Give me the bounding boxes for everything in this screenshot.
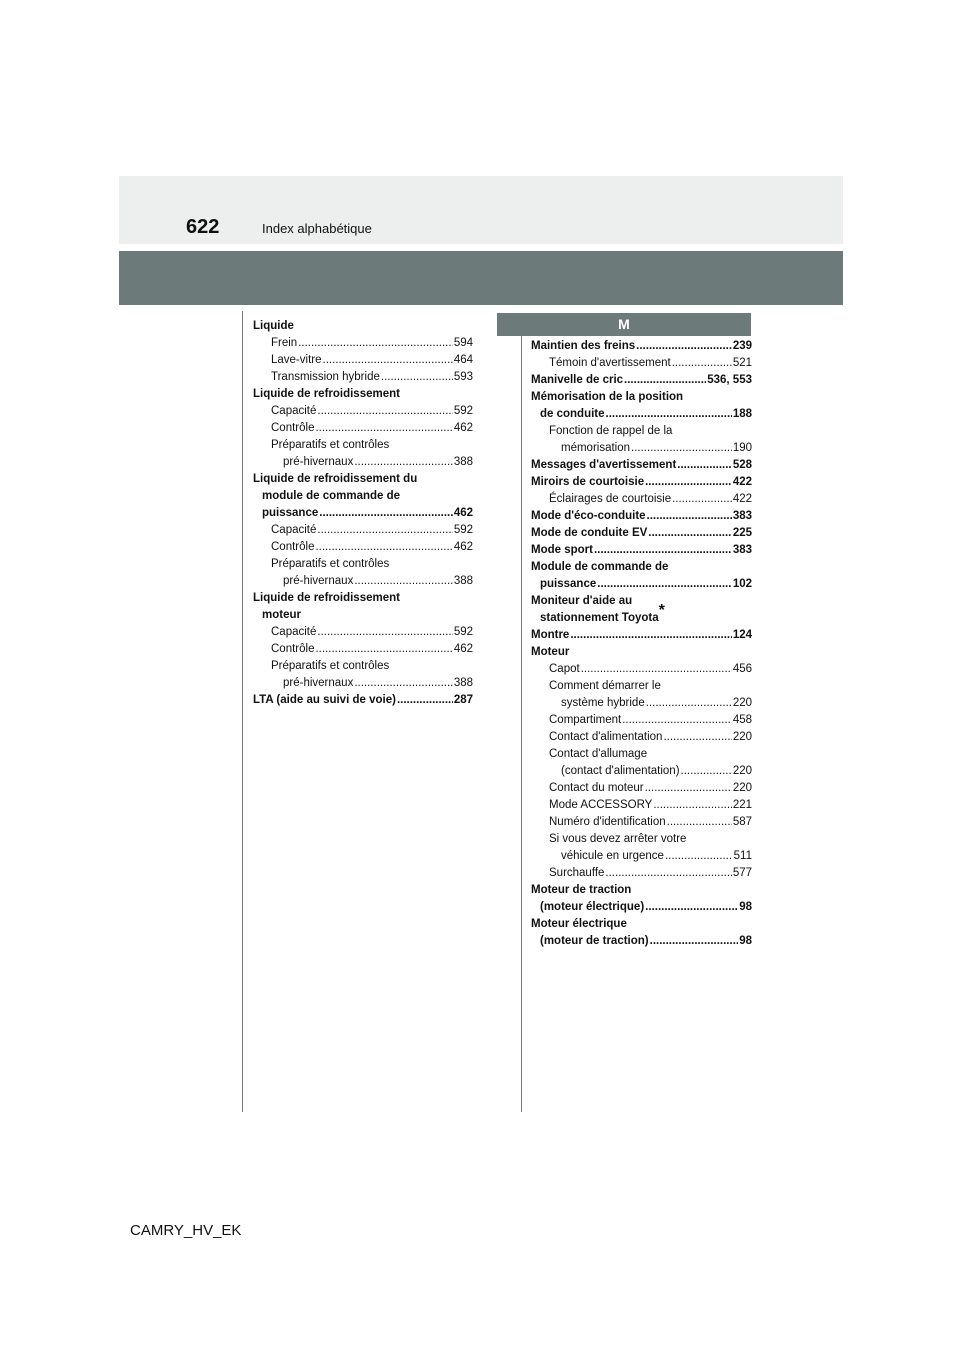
index-entry-page[interactable]: 422: [732, 493, 752, 505]
index-entry: [531, 712, 752, 729]
dot-leader: [606, 406, 732, 423]
index-entry-label: Frein: [271, 337, 298, 349]
index-entry: [531, 678, 752, 695]
index-entry-label: Mode sport: [531, 544, 593, 556]
index-entry: [531, 372, 752, 389]
index-entry-page[interactable]: 462: [453, 541, 473, 553]
index-entry: [253, 607, 473, 624]
index-entry: [531, 831, 752, 848]
index-entry: [253, 556, 473, 573]
index-entry-label: Messages d'avertissement: [531, 459, 677, 471]
index-entry-label: Éclairages de courtoisie: [549, 493, 672, 505]
dot-leader: [319, 505, 453, 522]
index-entry-page[interactable]: 98: [739, 935, 752, 947]
index-entry: [531, 355, 752, 372]
index-entry-label: Montre: [531, 629, 570, 641]
index-entry-page[interactable]: 190: [732, 442, 752, 454]
index-entry-label: Surchauffe: [549, 867, 605, 879]
index-entry-label: pré-hivernaux: [283, 456, 354, 468]
dot-leader: [597, 576, 732, 593]
dot-leader: [636, 338, 732, 355]
index-entry-label: Préparatifs et contrôles: [271, 439, 390, 451]
index-entry-label: Moteur: [531, 646, 570, 658]
index-entry-label: Miroirs de courtoisie: [531, 476, 645, 488]
index-entry-label: Mode ACCESSORY: [549, 799, 653, 811]
index-entry-page[interactable]: 422: [732, 476, 752, 488]
index-entry-page[interactable]: 239: [732, 340, 752, 352]
index-entry: [531, 763, 752, 780]
index-entry-label: Si vous devez arrêter votre: [549, 833, 687, 845]
dot-leader: [672, 355, 732, 372]
index-entry-page[interactable]: 587: [732, 816, 752, 828]
dot-leader: [663, 729, 731, 746]
index-entry: [253, 352, 473, 369]
left-column-rule: [242, 311, 243, 1112]
index-entry: [531, 916, 752, 933]
index-entry-label: (moteur électrique): [540, 901, 645, 913]
index-entry-page[interactable]: 592: [453, 405, 473, 417]
index-entry-label: stationnement Toyota: [540, 612, 659, 624]
index-entry: [253, 641, 473, 658]
chapter-bar: [119, 251, 843, 305]
index-entry-page[interactable]: 98: [739, 901, 752, 913]
dot-leader: [594, 542, 732, 559]
dot-leader: [645, 474, 732, 491]
index-entry: [531, 780, 752, 797]
dot-leader: [677, 457, 732, 474]
index-entry: [531, 474, 752, 491]
index-entry-label: Transmission hybride: [271, 371, 380, 383]
index-entry: [253, 471, 473, 488]
index-entry: [531, 542, 752, 559]
index-entry-label: Liquide: [253, 320, 294, 332]
index-entry-label: Liquide de refroidissement: [253, 592, 400, 604]
index-entry: [531, 406, 752, 423]
index-entry: [531, 559, 752, 576]
index-entry: [253, 573, 473, 590]
index-entry-page[interactable]: 462: [453, 507, 473, 519]
index-entry: [253, 369, 473, 386]
dot-leader: [397, 692, 453, 709]
index-entry-label: Témoin d'avertissement: [549, 357, 671, 369]
index-entry: [531, 644, 752, 661]
index-entry-label: Fonction de rappel de la: [549, 425, 673, 437]
index-entry: [253, 539, 473, 556]
index-entry: [531, 338, 752, 355]
dot-leader: [298, 335, 453, 352]
index-entry-page[interactable]: 511: [733, 850, 752, 862]
index-entry-page[interactable]: 464: [453, 354, 473, 366]
index-entry-page[interactable]: 594: [453, 337, 473, 349]
index-entry-label: moteur: [262, 609, 301, 621]
index-entry-label: Contrôle: [271, 643, 315, 655]
index-entry-page[interactable]: 521: [732, 357, 752, 369]
index-entry-label: Comment démarrer le: [549, 680, 661, 692]
index-entry-label: puissance: [540, 578, 597, 590]
index-entry-page[interactable]: 220: [732, 782, 752, 794]
index-entry-page[interactable]: 456: [732, 663, 752, 675]
index-column-right: [531, 338, 752, 950]
dot-leader: [570, 627, 731, 644]
index-entry-page[interactable]: 462: [453, 643, 473, 655]
index-entry: [531, 508, 752, 525]
index-entry: [253, 403, 473, 420]
index-column-left: [253, 318, 473, 709]
index-entry-page[interactable]: 592: [453, 626, 473, 638]
dot-leader: [645, 780, 732, 797]
index-entry: [531, 848, 752, 865]
index-entry: [531, 423, 752, 440]
index-entry: [253, 335, 473, 352]
index-entry-page[interactable]: 221: [732, 799, 752, 811]
page-number: 622: [186, 216, 220, 238]
index-entry-page[interactable]: 383: [732, 544, 752, 556]
dot-leader: [581, 661, 732, 678]
index-entry-page[interactable]: 220: [732, 731, 752, 743]
index-entry: [531, 627, 752, 644]
header-band: [119, 176, 843, 244]
index-entry-label: Moteur électrique: [531, 918, 627, 930]
index-entry-label: Numéro d'identification: [549, 816, 666, 828]
index-entry-page[interactable]: 592: [453, 524, 473, 536]
index-entry-label: pré-hivernaux: [283, 677, 354, 689]
index-entry-label: Contact d'alimentation: [549, 731, 663, 743]
index-entry-label: Capacité: [271, 405, 317, 417]
index-entry-label: véhicule en urgence: [561, 850, 664, 862]
index-entry-label: Mode d'éco-conduite: [531, 510, 646, 522]
index-entry-page[interactable]: 383: [732, 510, 752, 522]
dot-leader: [354, 675, 452, 692]
index-entry-label: Capacité: [271, 626, 317, 638]
index-entry: [253, 437, 473, 454]
dot-leader: [665, 848, 733, 865]
index-entry-page[interactable]: 536, 553: [707, 374, 752, 386]
dot-leader: [317, 403, 452, 420]
index-entry-label: module de commande de: [262, 490, 401, 502]
dot-leader: [323, 352, 453, 369]
dot-leader: [315, 539, 452, 556]
index-entry: [253, 488, 473, 505]
index-entry: [531, 746, 752, 763]
dot-leader: [317, 522, 452, 539]
index-entry: [253, 386, 473, 403]
index-entry: [531, 593, 752, 610]
index-entry-page[interactable]: 593: [453, 371, 473, 383]
index-entry-label: Mode de conduite EV: [531, 527, 648, 539]
index-entry-label: Liquide de refroidissement: [253, 388, 400, 400]
index-entry-label: Contact d'allumage: [549, 748, 648, 760]
index-entry-label: de conduite: [540, 408, 605, 420]
index-entry: [531, 797, 752, 814]
index-entry: [253, 658, 473, 675]
page-title: Index alphabétique: [262, 221, 372, 236]
model-code: CAMRY_HV_EK: [130, 1222, 242, 1239]
index-entry-page[interactable]: 388: [453, 575, 473, 587]
index-entry-page[interactable]: 124: [732, 629, 752, 641]
index-entry: [253, 420, 473, 437]
index-entry: [253, 590, 473, 607]
dot-leader: [648, 525, 732, 542]
index-entry: [253, 318, 473, 335]
dot-leader: [650, 933, 739, 950]
index-entry: [531, 602, 752, 627]
index-entry-label: Mémorisation de la position: [531, 391, 684, 403]
index-entry: [531, 389, 752, 406]
footnote-star: *: [658, 602, 665, 619]
index-entry: [253, 454, 473, 471]
dot-leader: [315, 641, 452, 658]
index-entry: [531, 457, 752, 474]
dot-leader: [681, 763, 732, 780]
dot-leader: [605, 865, 731, 882]
dot-leader: [317, 624, 452, 641]
dot-leader: [622, 712, 732, 729]
dot-leader: [645, 899, 738, 916]
index-entry: [531, 899, 752, 916]
index-entry-label: Module de commande de: [531, 561, 669, 573]
index-entry-label: Liquide de refroidissement du: [253, 473, 418, 485]
dot-leader: [672, 491, 732, 508]
index-entry: [531, 491, 752, 508]
index-entry-page[interactable]: 225: [732, 527, 752, 539]
index-entry-page[interactable]: 287: [453, 694, 473, 706]
index-entry-label: Compartiment: [549, 714, 622, 726]
dot-leader: [646, 695, 732, 712]
index-entry: [531, 729, 752, 746]
dot-leader: [381, 369, 453, 386]
dot-leader: [653, 797, 731, 814]
index-entry-page[interactable]: 462: [453, 422, 473, 434]
index-entry-label: Contact du moteur: [549, 782, 644, 794]
index-entry-label: Moniteur d'aide au: [531, 595, 633, 607]
dot-leader: [354, 454, 452, 471]
index-entry-label: Manivelle de cric: [531, 374, 624, 386]
dot-leader: [667, 814, 732, 831]
index-entry-label: Préparatifs et contrôles: [271, 660, 390, 672]
dot-leader: [647, 508, 732, 525]
header-gap: [119, 244, 843, 251]
index-entry-label: Lave-vitre: [271, 354, 322, 366]
index-entry: [253, 522, 473, 539]
index-entry-label: pré-hivernaux: [283, 575, 354, 587]
index-entry-page[interactable]: 388: [453, 456, 473, 468]
index-entry: [531, 882, 752, 899]
index-entry: [253, 624, 473, 641]
index-entry: [253, 675, 473, 692]
index-entry-page[interactable]: 188: [732, 408, 752, 420]
index-entry-page[interactable]: 577: [732, 867, 752, 879]
index-entry-page[interactable]: 528: [732, 459, 752, 471]
dot-leader: [624, 372, 706, 389]
index-entry-label: Contrôle: [271, 422, 315, 434]
index-entry-page[interactable]: 388: [453, 677, 473, 689]
index-entry-label: Capot: [549, 663, 580, 675]
index-entry: [531, 865, 752, 882]
index-entry: [253, 692, 473, 709]
index-entry: [531, 661, 752, 678]
index-entry-label: puissance: [262, 507, 319, 519]
index-entry-label: (moteur de traction): [540, 935, 649, 947]
dot-leader: [631, 440, 732, 457]
dot-leader: [354, 573, 452, 590]
index-entry-label: Préparatifs et contrôles: [271, 558, 390, 570]
index-entry-page[interactable]: 458: [732, 714, 752, 726]
section-letter-tab: M: [497, 313, 751, 336]
index-entry: [531, 525, 752, 542]
index-entry: [531, 814, 752, 831]
index-entry-page[interactable]: 102: [732, 578, 752, 590]
index-entry-label: Moteur de traction: [531, 884, 632, 896]
index-entry: [531, 440, 752, 457]
center-column-rule: [521, 336, 522, 1112]
index-entry-label: Maintien des freins: [531, 340, 636, 352]
index-entry-label: Capacité: [271, 524, 317, 536]
index-entry: [531, 695, 752, 712]
index-entry-page[interactable]: 220: [732, 697, 752, 709]
index-entry-label: mémorisation: [561, 442, 631, 454]
index-entry: [531, 933, 752, 950]
index-entry-label: (contact d'alimentation): [561, 765, 680, 777]
index-entry: [253, 505, 473, 522]
index-entry-label: système hybride: [561, 697, 645, 709]
index-entry-page[interactable]: 220: [732, 765, 752, 777]
index-entry-label: Contrôle: [271, 541, 315, 553]
index-entry: [531, 576, 752, 593]
dot-leader: [315, 420, 452, 437]
index-entry-label: LTA (aide au suivi de voie): [253, 694, 396, 706]
